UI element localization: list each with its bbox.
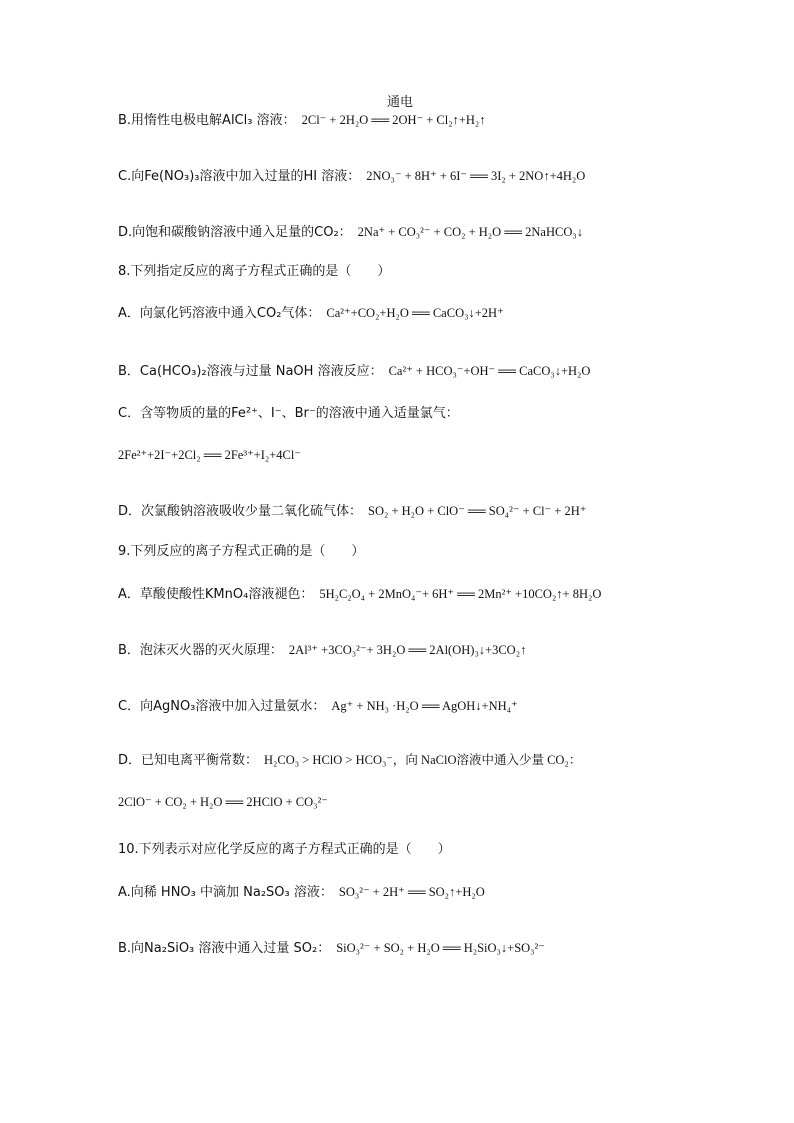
q8-option-c-equation — [118, 445, 301, 466]
option-text: C.向Fe(NO₃)₃溶液中加入过量的HI 溶液： — [118, 169, 361, 184]
option-text: B.用惰性电极电解AlCl — [118, 113, 248, 128]
equation: H₂CO₃ > HClO > HCO₃⁻，向 NaClO溶液中通入少量 CO₂： — [264, 753, 582, 767]
q8-option-b — [118, 361, 590, 382]
condition-label: 通电 — [387, 95, 414, 110]
q8-option-a — [118, 303, 504, 324]
option-b-electrolysis — [118, 110, 486, 131]
equation: 2NO₃⁻ + 8H⁺ + 6I⁻ ══ 3I₂ + 2NO↑+4H₂O — [366, 169, 586, 183]
equation: 2Fe²⁺+2I⁻+2Cl₂ ══ 2Fe³⁺+I₂+4Cl⁻ — [118, 448, 301, 462]
option-d-nahco3 — [118, 222, 583, 243]
option-text-rest: ₃ 溶液： — [247, 113, 296, 128]
q8-option-d — [118, 501, 586, 522]
question-10 — [118, 840, 451, 860]
equation: SO₂ + H₂O + ClO⁻ ══ SO₄²⁻ + Cl⁻ + 2H⁺ — [368, 504, 587, 518]
option-text: C．向AgNO₃溶液中加入过量氨水： — [118, 699, 326, 714]
q9-option-a — [118, 584, 601, 605]
option-text: B.向Na₂SiO₃ 溶液中通入过量 SO₂： — [118, 941, 331, 956]
q9-option-b — [118, 640, 526, 661]
question-9 — [118, 542, 364, 562]
question-8 — [118, 262, 390, 282]
equation: 5H₂C₂O₄ + 2MnO₄⁻+ 6H⁺ ══ 2Mn²⁺ +10CO₂↑+ 8H₂O — [319, 587, 602, 601]
q9-option-d-equation — [118, 792, 328, 813]
q10-option-b — [118, 938, 545, 959]
option-text: D．次氯酸钠溶液吸收少量二氧化硫气体： — [118, 504, 363, 519]
equation: SiO₃²⁻ + SO₂ + H₂O ══ H₂SiO₃↓+SO₃²⁻ — [336, 941, 545, 955]
equation: Ca²⁺+CO₂+H₂O ══ CaCO₃↓+2H⁺ — [326, 306, 504, 320]
option-c-hi — [118, 166, 585, 187]
option-text: C．含等物质的量的Fe²⁺、I⁻、Br⁻的溶液中通入适量氯气： — [118, 406, 459, 421]
equation: 2Cl⁻ + 2H₂O ══ 2OH⁻ + Cl₂↑+H₂↑ — [301, 113, 486, 127]
question-text: 9.下列反应的离子方程式正确的是（ ） — [118, 544, 365, 559]
q10-option-a — [118, 882, 485, 903]
equation: SO₃²⁻ + 2H⁺ ══ SO₂↑+H₂O — [338, 885, 485, 899]
option-text: D.向饱和碳酸钠溶液中通入足量的CO₂： — [118, 225, 352, 240]
option-text: A.向稀 HNO₃ 中滴加 Na₂SO₃ 溶液： — [118, 885, 333, 900]
q9-option-c — [118, 696, 518, 717]
option-text: B．Ca(HCO₃)₂溶液与过量 NaOH 溶液反应： — [118, 364, 383, 379]
q9-option-d — [118, 750, 581, 771]
option-text: B．泡沫灭火器的灭火原理： — [118, 643, 283, 658]
option-text: D．已知电离平衡常数： — [118, 753, 259, 768]
equation: 2Al³⁺ +3CO₃²⁻+ 3H₂O ══ 2Al(OH)₃↓+3CO₂↑ — [288, 643, 527, 657]
equation: 2ClO⁻ + CO₂ + H₂O ══ 2HClO + CO₃²⁻ — [118, 795, 328, 809]
equation: Ca²⁺ + HCO₃⁻+OH⁻ ══ CaCO₃↓+H₂O — [388, 364, 591, 378]
question-text: 10.下列表示对应化学反应的离子方程式正确的是（ ） — [118, 842, 451, 857]
option-text: A．草酸使酸性KMnO₄溶液褪色： — [118, 587, 314, 602]
q8-option-c — [118, 404, 459, 424]
question-text: 8.下列指定反应的离子方程式正确的是（ ） — [118, 264, 391, 279]
option-text: A．向氯化钙溶液中通入CO₂气体： — [118, 306, 321, 321]
equation: 2Na⁺ + CO₃²⁻ + CO₂ + H₂O ══ 2NaHCO₃↓ — [357, 225, 583, 239]
equation: Ag⁺ + NH₃ ·H₂O ══ AgOH↓+NH₄⁺ — [331, 699, 518, 713]
